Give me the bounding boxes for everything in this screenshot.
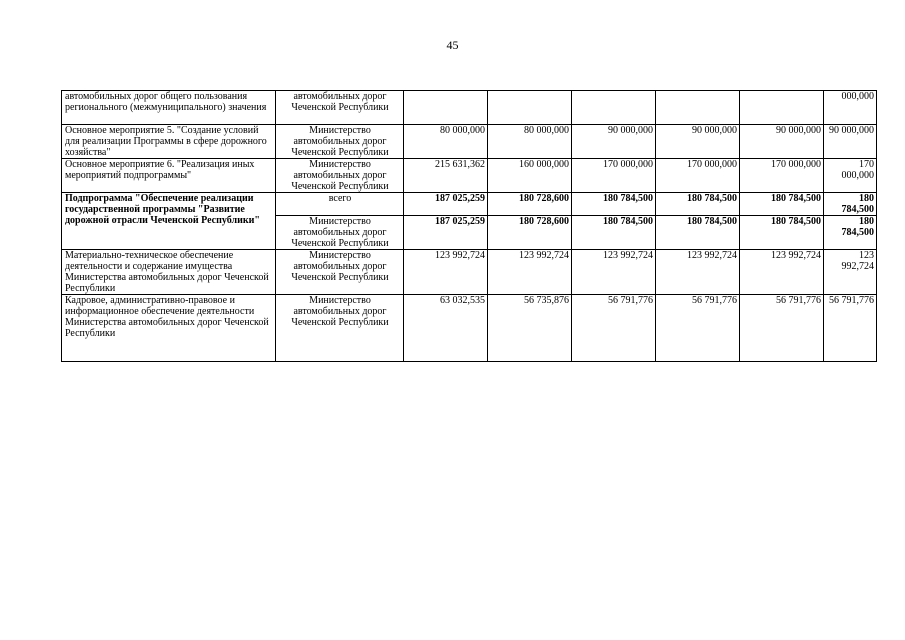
executor-cell: Министерство автомобильных дорог Чеченской Республики — [276, 125, 404, 159]
value-cell: 180 784,500 — [824, 216, 877, 250]
table-row — [62, 295, 877, 362]
value-cell: 180 784,500 — [656, 216, 740, 250]
value-cell: 180 784,500 — [824, 193, 877, 216]
value-cell — [488, 91, 572, 125]
value-cell: 56 791,776 — [740, 295, 824, 362]
value-cell: 123 992,724 — [488, 250, 572, 295]
value-cell: 180 784,500 — [656, 193, 740, 216]
value-cell — [656, 91, 740, 125]
table-row — [62, 250, 877, 295]
value-cell: 187 025,259 — [404, 193, 488, 216]
value-cell: 170 000,000 — [572, 159, 656, 193]
value-cell: 170 000,000 — [824, 159, 877, 193]
value-cell: 000,000 — [824, 91, 877, 125]
value-cell: 170 000,000 — [656, 159, 740, 193]
value-cell: 123 992,724 — [656, 250, 740, 295]
value-cell: 90 000,000 — [656, 125, 740, 159]
executor-cell: всего — [276, 193, 404, 216]
row-name-cell: Основное мероприятие 6. "Реализация иных мероприятий подпрограммы" — [62, 159, 276, 193]
value-cell — [404, 91, 488, 125]
row-name-cell: автомобильных дорог общего пользования регионального (межмуниципального) значения — [62, 91, 276, 125]
value-cell: 215 631,362 — [404, 159, 488, 193]
value-cell: 63 032,535 — [404, 295, 488, 362]
budget-table — [61, 90, 877, 362]
value-cell: 160 000,000 — [488, 159, 572, 193]
value-cell — [740, 91, 824, 125]
page-number: 45 — [446, 38, 459, 52]
value-cell: 180 728,600 — [488, 216, 572, 250]
value-cell — [572, 91, 656, 125]
row-name-cell: Материально-техническое обеспечение деятельности и содержание имущества Министерства автомобильных дорог Чеченской Республики — [62, 250, 276, 295]
value-cell: 90 000,000 — [824, 125, 877, 159]
value-cell: 90 000,000 — [740, 125, 824, 159]
table-row — [62, 91, 877, 125]
value-cell: 123 992,724 — [824, 250, 877, 295]
value-cell: 56 791,776 — [824, 295, 877, 362]
executor-cell: Министерство автомобильных дорог Чеченской Республики — [276, 250, 404, 295]
table-row-subprogram-total — [62, 193, 877, 216]
executor-cell: Министерство автомобильных дорог Чеченской Республики — [276, 295, 404, 362]
table-row — [62, 159, 877, 193]
value-cell: 56 791,776 — [656, 295, 740, 362]
value-cell: 56 735,876 — [488, 295, 572, 362]
value-cell: 80 000,000 — [404, 125, 488, 159]
row-name-cell: Основное мероприятие 5. "Создание условий для реализации Программы в сфере дорожного хозяйства" — [62, 125, 276, 159]
subprogram-name-cell: Подпрограмма "Обеспечение реализации государственной программы "Развитие дорожной отрасли Чеченской Республики" — [62, 193, 276, 250]
value-cell: 180 784,500 — [572, 193, 656, 216]
executor-cell: автомобильных дорог Чеченской Республики — [276, 91, 404, 125]
value-cell: 180 784,500 — [572, 216, 656, 250]
value-cell: 180 784,500 — [740, 193, 824, 216]
value-cell: 180 784,500 — [740, 216, 824, 250]
value-cell: 80 000,000 — [488, 125, 572, 159]
executor-cell: Министерство автомобильных дорог Чеченской Республики — [276, 216, 404, 250]
value-cell: 123 992,724 — [404, 250, 488, 295]
value-cell: 123 992,724 — [572, 250, 656, 295]
value-cell: 187 025,259 — [404, 216, 488, 250]
table-row — [62, 125, 877, 159]
row-name-cell: Кадровое, административно-правовое и информационное обеспечение деятельности Министерства автомобильных дорог Чеченской Республики — [62, 295, 276, 362]
value-cell: 123 992,724 — [740, 250, 824, 295]
value-cell: 170 000,000 — [740, 159, 824, 193]
value-cell: 90 000,000 — [572, 125, 656, 159]
value-cell: 56 791,776 — [572, 295, 656, 362]
value-cell: 180 728,600 — [488, 193, 572, 216]
executor-cell: Министерство автомобильных дорог Чеченской Республики — [276, 159, 404, 193]
